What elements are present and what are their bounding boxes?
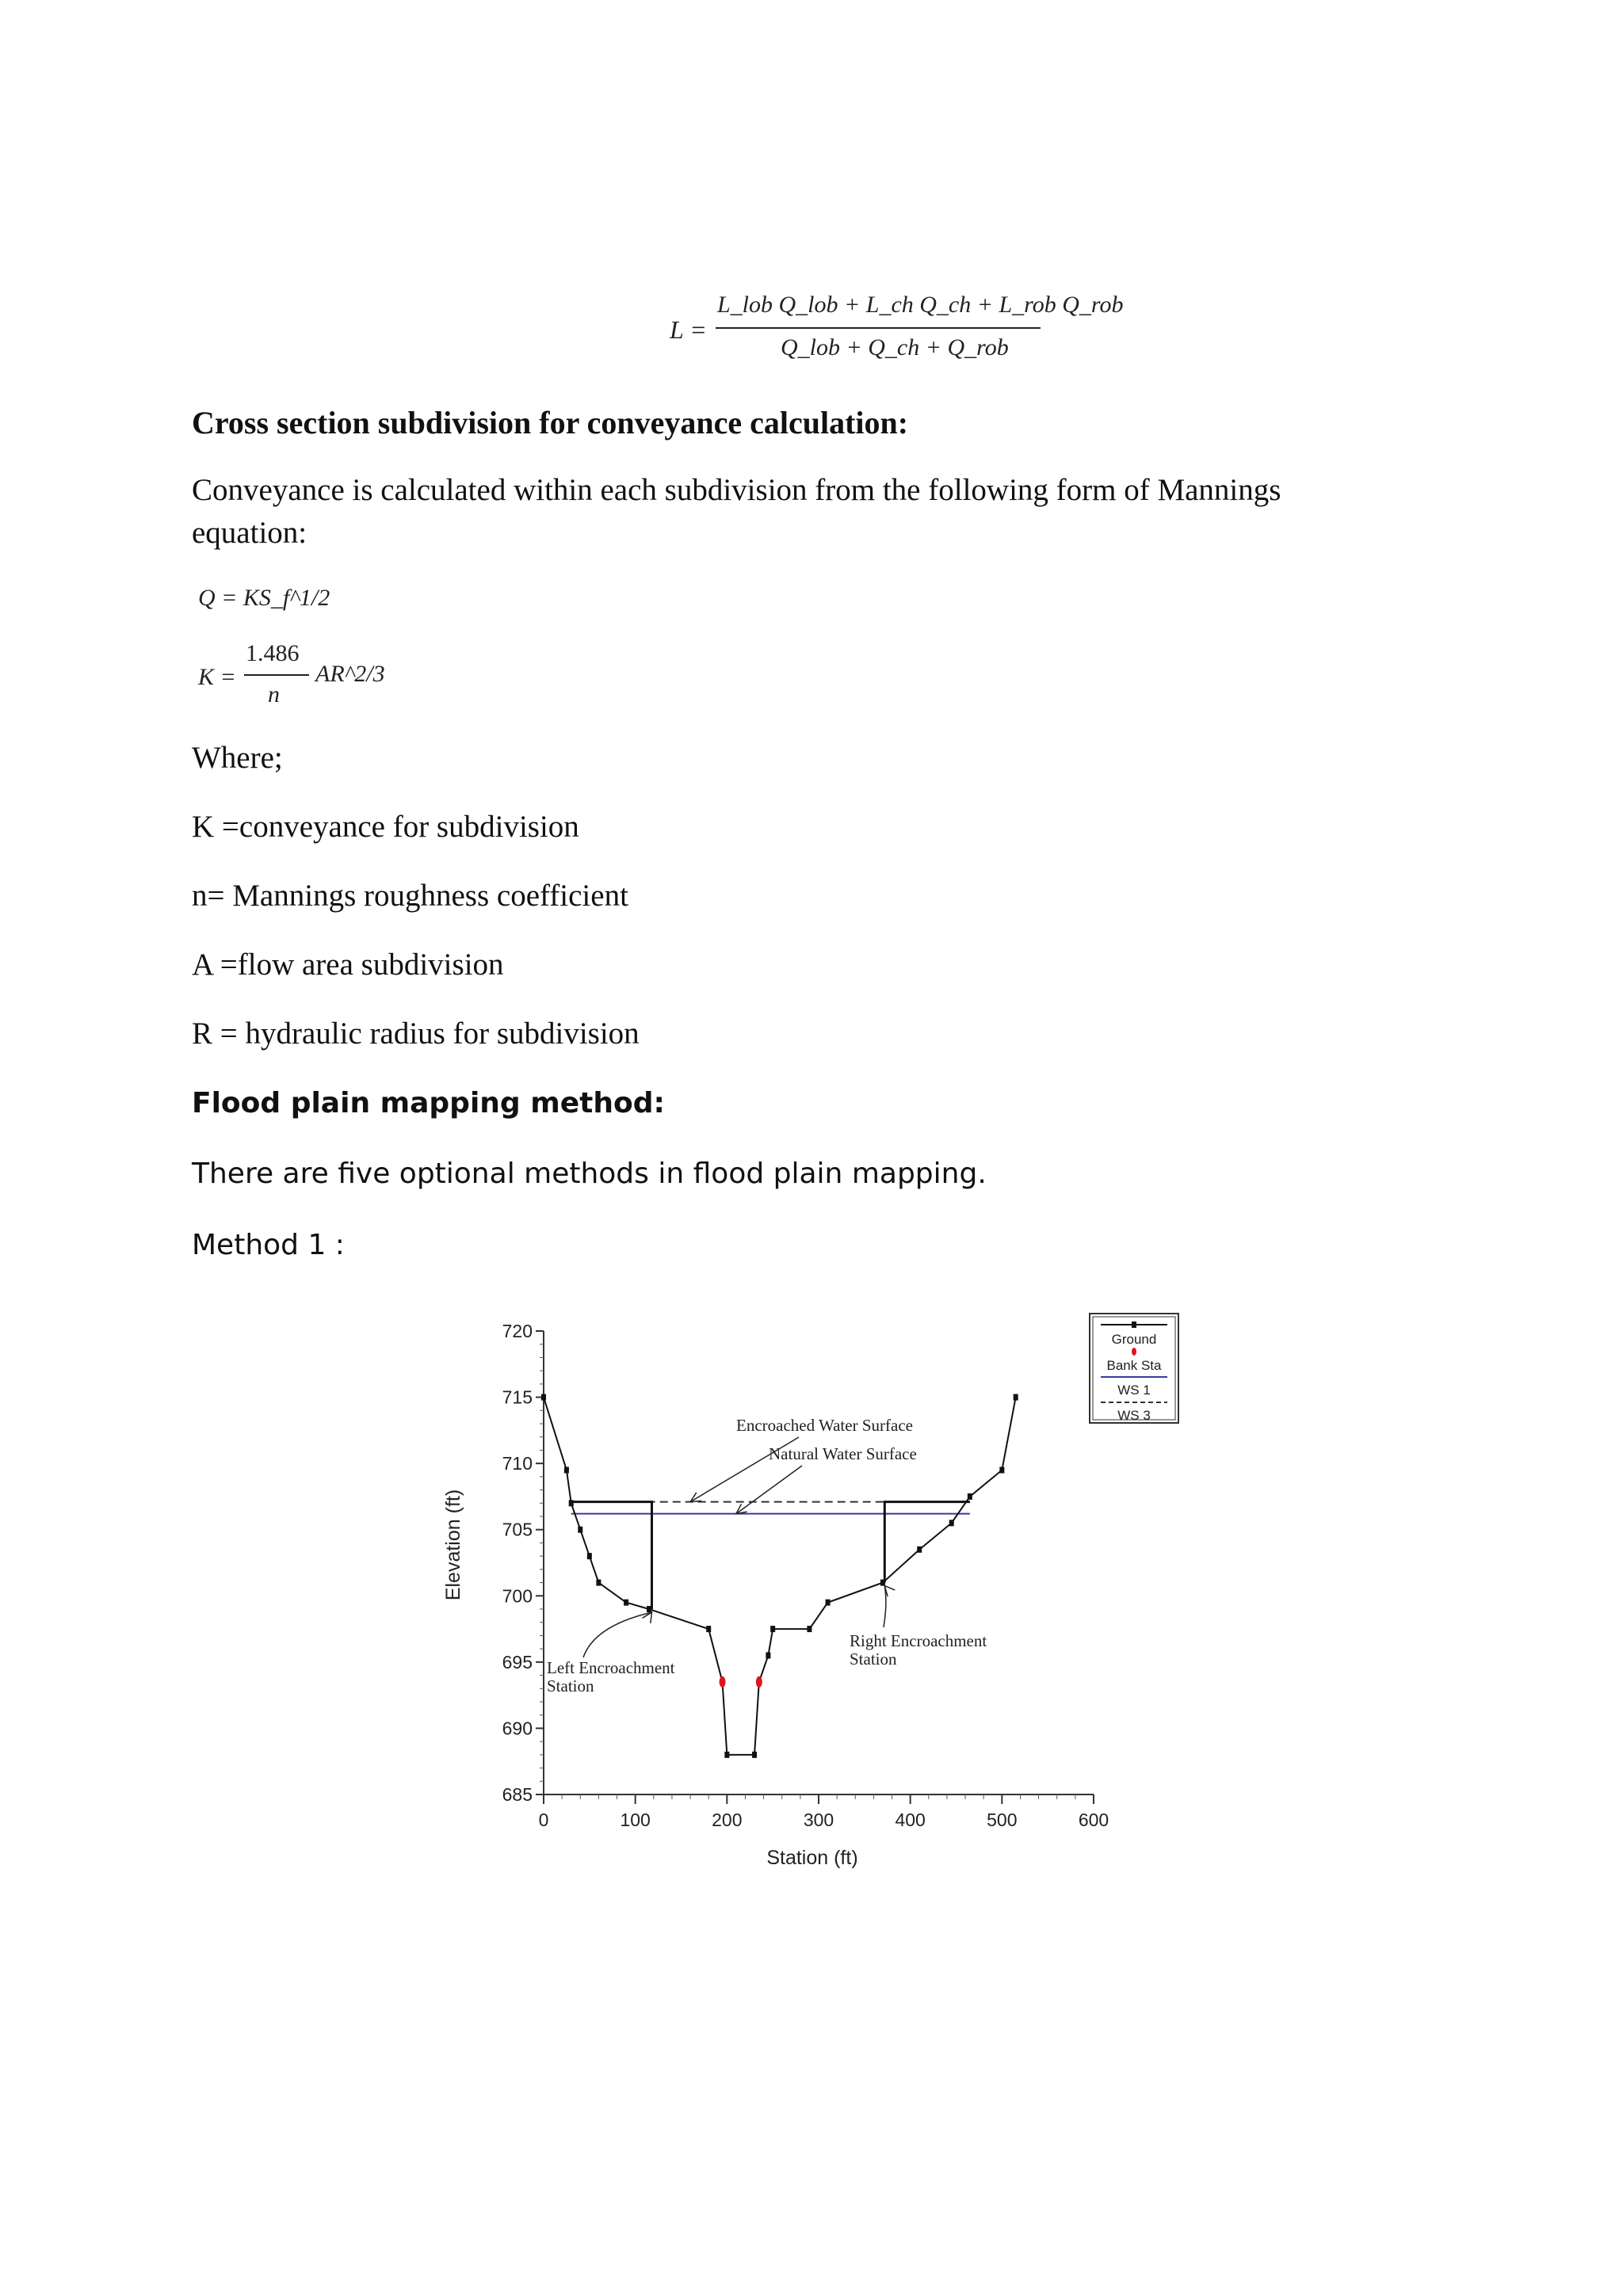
- conveyance-equation-numerator: 1.486: [246, 640, 300, 666]
- ground-point: [596, 1580, 601, 1586]
- ground-point: [770, 1626, 775, 1632]
- ground-point: [968, 1493, 972, 1500]
- method-1-label: Method 1 :: [192, 1229, 345, 1261]
- section-heading-floodplain: Flood plain mapping method:: [192, 1087, 665, 1119]
- fraction-bar: [716, 327, 1041, 329]
- y-axis-label: Elevation (ft): [442, 1489, 464, 1601]
- section-heading-conveyance: Cross section subdivision for conveyance calculation:: [192, 405, 909, 441]
- x-tick-label: 200: [712, 1810, 743, 1830]
- legend-label: Ground: [1111, 1332, 1157, 1347]
- x-tick-label: 600: [1078, 1810, 1109, 1830]
- conveyance-equation-lhs: K =: [198, 664, 236, 690]
- ground-point: [1014, 1394, 1018, 1401]
- y-tick-label: 690: [502, 1718, 533, 1739]
- conveyance-paragraph: Conveyance is calculated within each subdivision from the following form of Mannings equation:: [192, 473, 1281, 550]
- ground-point: [569, 1500, 574, 1506]
- annotation-label: Station: [850, 1650, 897, 1669]
- ground-point: [949, 1520, 954, 1526]
- where-label: Where;: [192, 741, 283, 775]
- length-equation-numerator: L_lob Q_lob + L_ch Q_ch + L_rob Q_rob: [717, 292, 1124, 318]
- ground-point: [647, 1606, 651, 1612]
- ground-point: [766, 1653, 770, 1659]
- ground-point: [752, 1752, 757, 1758]
- ground-point: [706, 1626, 711, 1632]
- length-equation: [670, 292, 1124, 379]
- annotation-label: Natural Water Surface: [769, 1444, 917, 1463]
- ground-point: [624, 1600, 628, 1606]
- conveyance-equation: [198, 640, 388, 719]
- x-tick-label: 0: [538, 1810, 549, 1830]
- annotation-label: Left Encroachment: [547, 1658, 675, 1677]
- chart-legend: [1090, 1314, 1178, 1423]
- ground-point: [917, 1547, 922, 1553]
- annotation-leader: [884, 1586, 886, 1627]
- floodplain-paragraph: There are five optional methods in flood plain mapping.: [192, 1158, 987, 1190]
- x-axis-label: Station (ft): [766, 1847, 858, 1869]
- annotation-label: Station: [547, 1676, 594, 1695]
- cross-section-chart: [428, 1299, 1220, 1886]
- fraction-bar: [244, 674, 309, 676]
- ground-point: [587, 1553, 592, 1559]
- definition-a: A =flow area subdivision: [192, 948, 504, 982]
- bank-station-point: [720, 1676, 726, 1688]
- definition-k: K =conveyance for subdivision: [192, 810, 579, 844]
- ground-point: [880, 1580, 885, 1586]
- ground-point: [541, 1394, 546, 1401]
- conveyance-equation-rhs: AR^2/3: [315, 661, 385, 687]
- y-tick-label: 685: [502, 1784, 533, 1805]
- discharge-equation: Q = KS_f^1/2: [198, 585, 330, 611]
- y-tick-label: 700: [502, 1585, 533, 1607]
- ground-point: [807, 1626, 812, 1632]
- ground-point: [724, 1752, 729, 1758]
- x-tick-label: 100: [620, 1810, 651, 1830]
- x-tick-label: 500: [987, 1810, 1018, 1830]
- length-equation-lhs: L =: [670, 315, 707, 344]
- y-tick-label: 710: [502, 1453, 533, 1474]
- annotation-label: Encroached Water Surface: [736, 1416, 913, 1435]
- y-tick-label: 705: [502, 1519, 533, 1540]
- legend-label: Bank Sta: [1106, 1358, 1162, 1373]
- conveyance-equation-denominator: n: [268, 681, 280, 707]
- annotation-leader: [736, 1466, 802, 1514]
- legend-ground-marker: [1132, 1322, 1136, 1328]
- bank-station-point: [756, 1676, 762, 1688]
- x-tick-label: 300: [803, 1810, 834, 1830]
- annotation-leader: [583, 1612, 651, 1657]
- length-equation-denominator: Q_lob + Q_ch + Q_rob: [781, 334, 1009, 360]
- annotation-label: Right Encroachment: [850, 1631, 987, 1650]
- definition-n: n= Mannings roughness coefficient: [192, 879, 628, 913]
- ground-point: [999, 1467, 1004, 1474]
- y-tick-label: 695: [502, 1651, 533, 1672]
- legend-bank-marker: [1132, 1348, 1136, 1356]
- x-tick-label: 400: [895, 1810, 926, 1830]
- definition-r: R = hydraulic radius for subdivision: [192, 1016, 640, 1051]
- ground-point: [826, 1600, 831, 1606]
- ground-point: [564, 1467, 569, 1474]
- left-encroachment-line: [571, 1502, 652, 1609]
- y-tick-label: 720: [502, 1321, 533, 1341]
- y-tick-label: 715: [502, 1386, 533, 1408]
- legend-label: WS 3: [1117, 1408, 1151, 1423]
- legend-label: WS 1: [1117, 1383, 1151, 1398]
- ground-point: [578, 1527, 582, 1533]
